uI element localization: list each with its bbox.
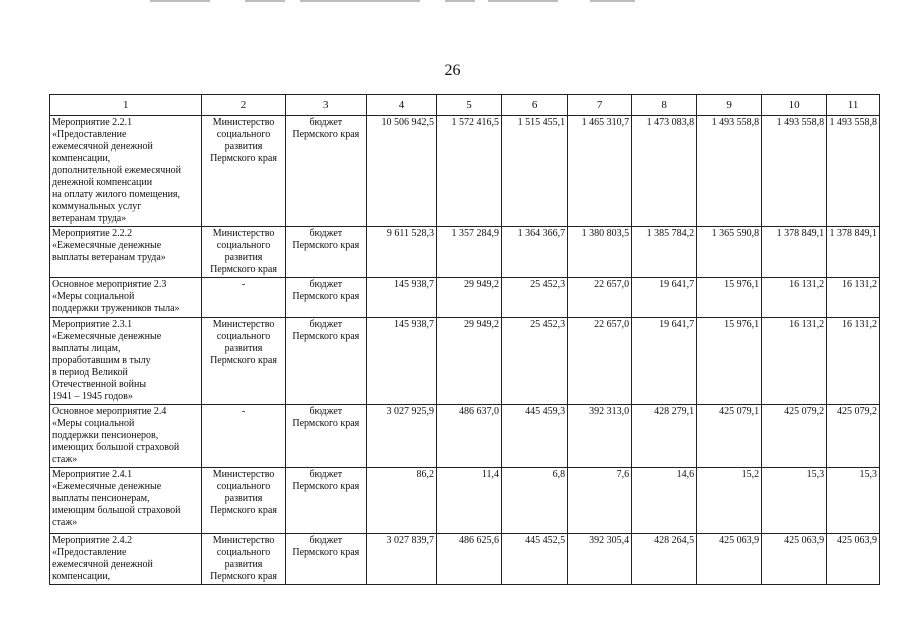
column-header: 11 bbox=[827, 95, 880, 116]
amount-cell: 1 493 558,8 bbox=[762, 116, 827, 227]
amount-cell: 16 131,2 bbox=[827, 318, 880, 405]
amount-cell: 16 131,2 bbox=[827, 278, 880, 318]
top-edge-line bbox=[488, 0, 558, 2]
amount-cell: 1 378 849,1 bbox=[827, 227, 880, 278]
table-row bbox=[50, 227, 880, 278]
activity-name-cell: Мероприятие 2.2.2 «Ежемесячные денежные выплаты ветеранам труда» bbox=[50, 227, 202, 278]
amount-cell: 19 641,7 bbox=[632, 318, 697, 405]
amount-cell: 10 506 942,5 bbox=[366, 116, 436, 227]
amount-cell: 16 131,2 bbox=[762, 318, 827, 405]
table-header-row bbox=[50, 95, 880, 116]
amount-cell: 11,4 bbox=[437, 468, 502, 534]
amount-cell: 428 279,1 bbox=[632, 405, 697, 468]
amount-cell: 145 938,7 bbox=[366, 278, 436, 318]
activity-name-cell: Мероприятие 2.4.1 «Ежемесячные денежные выплаты пенсионерам, имеющим большой страховой стаж» bbox=[50, 468, 202, 534]
executor-cell: Министерство социального развития Пермского края bbox=[202, 116, 285, 227]
amount-cell: 486 637,0 bbox=[437, 405, 502, 468]
amount-cell: 1 473 083,8 bbox=[632, 116, 697, 227]
funding-source-cell: бюджет Пермского края bbox=[285, 405, 366, 468]
table-row bbox=[50, 116, 880, 227]
amount-cell: 425 063,9 bbox=[762, 534, 827, 585]
amount-cell: 425 063,9 bbox=[827, 534, 880, 585]
amount-cell: 425 079,2 bbox=[762, 405, 827, 468]
top-edge-line bbox=[245, 0, 285, 2]
funding-source-cell: бюджет Пермского края bbox=[285, 534, 366, 585]
funding-source-cell: бюджет Пермского края bbox=[285, 116, 366, 227]
amount-cell: 425 079,1 bbox=[697, 405, 762, 468]
amount-cell: 445 452,5 bbox=[502, 534, 568, 585]
top-edge-line bbox=[300, 0, 420, 2]
amount-cell: 16 131,2 bbox=[762, 278, 827, 318]
amount-cell: 425 079,2 bbox=[827, 405, 880, 468]
amount-cell: 15,2 bbox=[697, 468, 762, 534]
table-row bbox=[50, 318, 880, 405]
amount-cell: 3 027 839,7 bbox=[366, 534, 436, 585]
table-row bbox=[50, 468, 880, 534]
amount-cell: 3 027 925,9 bbox=[366, 405, 436, 468]
amount-cell: 392 313,0 bbox=[568, 405, 632, 468]
executor-cell: Министерство социального развития Пермского края bbox=[202, 227, 285, 278]
amount-cell: 1 385 784,2 bbox=[632, 227, 697, 278]
amount-cell: 29 949,2 bbox=[437, 278, 502, 318]
funding-source-cell: бюджет Пермского края bbox=[285, 318, 366, 405]
amount-cell: 425 063,9 bbox=[697, 534, 762, 585]
amount-cell: 1 357 284,9 bbox=[437, 227, 502, 278]
amount-cell: 1 493 558,8 bbox=[697, 116, 762, 227]
executor-cell: - bbox=[202, 278, 285, 318]
column-header: 7 bbox=[568, 95, 632, 116]
column-header: 8 bbox=[632, 95, 697, 116]
amount-cell: 486 625,6 bbox=[437, 534, 502, 585]
amount-cell: 428 264,5 bbox=[632, 534, 697, 585]
amount-cell: 392 305,4 bbox=[568, 534, 632, 585]
column-header: 5 bbox=[437, 95, 502, 116]
column-header: 1 bbox=[50, 95, 202, 116]
table-row bbox=[50, 278, 880, 318]
amount-cell: 9 611 528,3 bbox=[366, 227, 436, 278]
amount-cell: 1 465 310,7 bbox=[568, 116, 632, 227]
funding-source-cell: бюджет Пермского края bbox=[285, 227, 366, 278]
top-edge-line bbox=[590, 0, 635, 2]
amount-cell: 22 657,0 bbox=[568, 278, 632, 318]
amount-cell: 7,6 bbox=[568, 468, 632, 534]
amount-cell: 1 380 803,5 bbox=[568, 227, 632, 278]
amount-cell: 15 976,1 bbox=[697, 278, 762, 318]
amount-cell: 15,3 bbox=[762, 468, 827, 534]
table-row bbox=[50, 534, 880, 585]
activity-name-cell: Основное мероприятие 2.4 «Меры социальной поддержки пенсионеров, имеющих большой страховой стаж» bbox=[50, 405, 202, 468]
amount-cell: 29 949,2 bbox=[437, 318, 502, 405]
column-header: 2 bbox=[202, 95, 285, 116]
amount-cell: 19 641,7 bbox=[632, 278, 697, 318]
activity-name-cell: Основное мероприятие 2.3 «Меры социальной поддержки тружеников тыла» bbox=[50, 278, 202, 318]
amount-cell: 14,6 bbox=[632, 468, 697, 534]
column-header: 9 bbox=[697, 95, 762, 116]
amount-cell: 86,2 bbox=[366, 468, 436, 534]
amount-cell: 1 515 455,1 bbox=[502, 116, 568, 227]
amount-cell: 15,3 bbox=[827, 468, 880, 534]
executor-cell: - bbox=[202, 405, 285, 468]
column-header: 3 bbox=[285, 95, 366, 116]
amount-cell: 1 364 366,7 bbox=[502, 227, 568, 278]
activity-name-cell: Мероприятие 2.4.2 «Предоставление ежемесячной денежной компенсации, bbox=[50, 534, 202, 585]
activity-name-cell: Мероприятие 2.2.1 «Предоставление ежемесячной денежной компенсации, дополнительной ежемесячной денежной компенсации на оплату жилого помещения, коммунальных услуг ветеранам труда» bbox=[50, 116, 202, 227]
amount-cell: 1 572 416,5 bbox=[437, 116, 502, 227]
amount-cell: 1 378 849,1 bbox=[762, 227, 827, 278]
table-row bbox=[50, 405, 880, 468]
activity-name-cell: Мероприятие 2.3.1 «Ежемесячные денежные выплаты лицам, проработавшим в тылу в период Великой Отечественной войны 1941 – 1945 годов» bbox=[50, 318, 202, 405]
column-header: 4 bbox=[366, 95, 436, 116]
executor-cell: Министерство социального развития Пермского края bbox=[202, 318, 285, 405]
amount-cell: 25 452,3 bbox=[502, 318, 568, 405]
amount-cell: 15 976,1 bbox=[697, 318, 762, 405]
amount-cell: 1 493 558,8 bbox=[827, 116, 880, 227]
page-number: 26 bbox=[444, 62, 461, 79]
amount-cell: 6,8 bbox=[502, 468, 568, 534]
executor-cell: Министерство социального развития Пермского края bbox=[202, 468, 285, 534]
top-edge-line bbox=[445, 0, 475, 2]
budget-table bbox=[49, 94, 880, 585]
amount-cell: 25 452,3 bbox=[502, 278, 568, 318]
top-edge-line bbox=[150, 0, 210, 2]
amount-cell: 145 938,7 bbox=[366, 318, 436, 405]
column-header: 6 bbox=[502, 95, 568, 116]
funding-source-cell: бюджет Пермского края bbox=[285, 278, 366, 318]
column-header: 10 bbox=[762, 95, 827, 116]
amount-cell: 445 459,3 bbox=[502, 405, 568, 468]
funding-source-cell: бюджет Пермского края bbox=[285, 468, 366, 534]
amount-cell: 1 365 590,8 bbox=[697, 227, 762, 278]
executor-cell: Министерство социального развития Пермского края bbox=[202, 534, 285, 585]
amount-cell: 22 657,0 bbox=[568, 318, 632, 405]
